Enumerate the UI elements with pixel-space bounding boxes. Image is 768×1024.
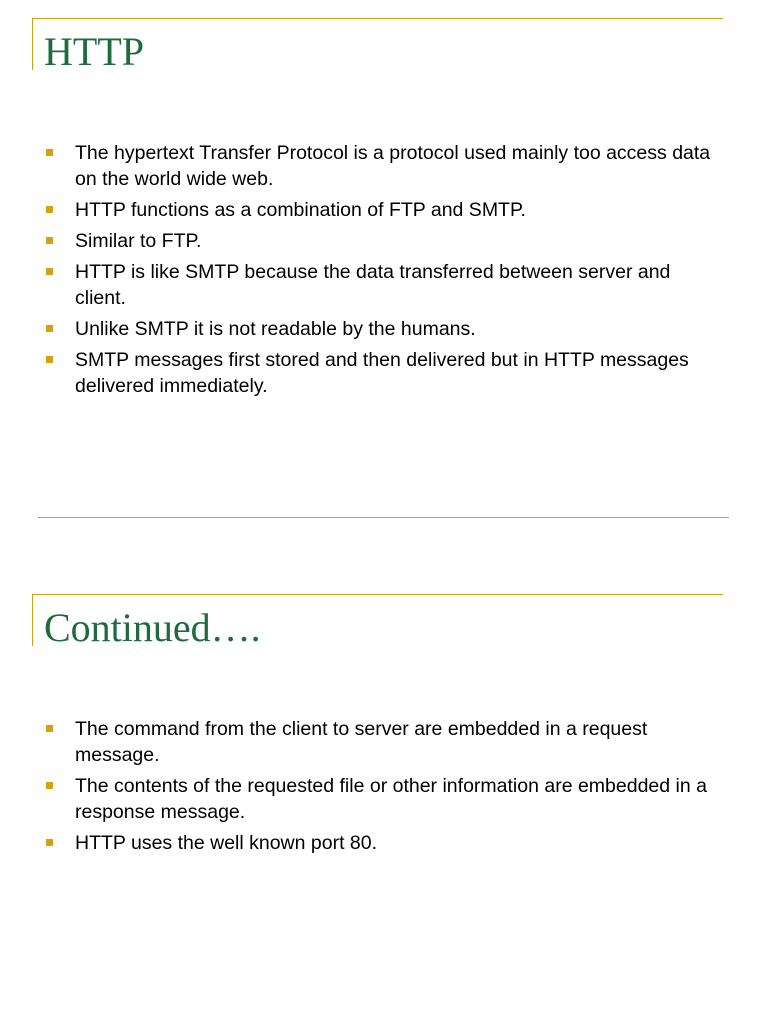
bullet-item [44, 716, 714, 768]
slide-continued [0, 576, 768, 1024]
bullet-text: HTTP is like SMTP because the data transferred between server and client. [75, 261, 671, 309]
title-frame [32, 18, 723, 74]
bullet-item [44, 228, 714, 254]
bullet-text: The contents of the requested file or other information are embedded in a response message. [75, 775, 707, 823]
square-bullet-icon [46, 356, 53, 363]
square-bullet-icon [46, 206, 53, 213]
square-bullet-icon [46, 268, 53, 275]
square-bullet-icon [46, 149, 53, 156]
slide-divider [38, 517, 729, 518]
square-bullet-icon [46, 325, 53, 332]
bullet-text: HTTP functions as a combination of FTP and SMTP. [75, 199, 526, 221]
bullet-item [44, 830, 714, 856]
bullet-list [44, 716, 714, 861]
bullet-text: Similar to FTP. [75, 230, 202, 252]
title-rule-left [32, 594, 33, 646]
bullet-item [44, 773, 714, 825]
bullet-text: Unlike SMTP it is not readable by the humans. [75, 318, 476, 340]
title-rule-top [32, 594, 723, 595]
slide-title: Continued…. [44, 605, 261, 650]
bullet-item [44, 316, 714, 342]
slide-http [0, 0, 768, 500]
bullet-item [44, 140, 714, 192]
bullet-item [44, 259, 714, 311]
square-bullet-icon [46, 782, 53, 789]
bullet-item [44, 197, 714, 223]
title-rule-left [32, 18, 33, 70]
square-bullet-icon [46, 237, 53, 244]
bullet-text: SMTP messages first stored and then delivered but in HTTP messages delivered immediately. [75, 349, 689, 397]
square-bullet-icon [46, 725, 53, 732]
bullet-text: The command from the client to server are embedded in a request message. [75, 718, 648, 766]
slide-title: HTTP [44, 29, 144, 74]
title-frame [32, 594, 723, 650]
square-bullet-icon [46, 839, 53, 846]
bullet-text: The hypertext Transfer Protocol is a protocol used mainly too access data on the world wide web. [75, 142, 711, 190]
bullet-item [44, 347, 714, 399]
bullet-list [44, 140, 714, 404]
bullet-text: HTTP uses the well known port 80. [75, 832, 378, 854]
title-rule-top [32, 18, 723, 19]
